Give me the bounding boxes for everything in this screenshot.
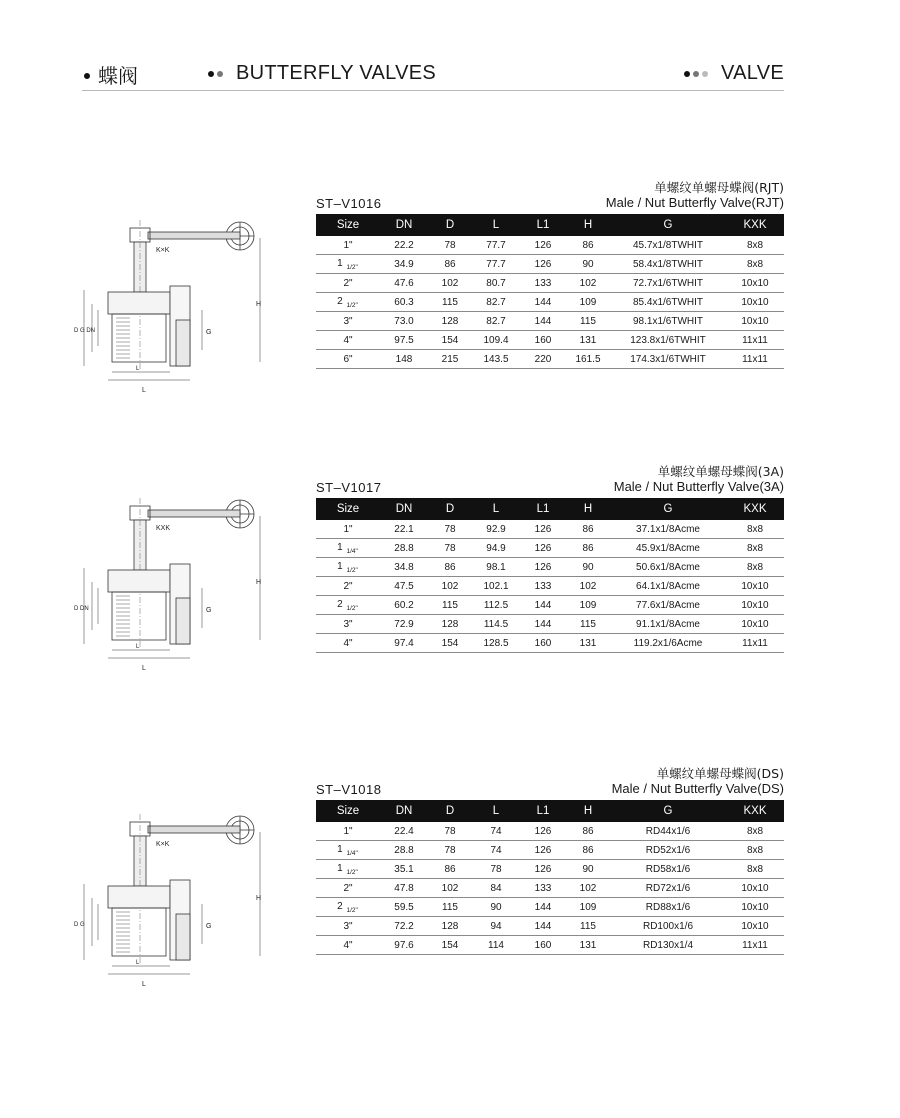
cell-d: 78 bbox=[428, 539, 472, 558]
cell-l: 78 bbox=[472, 860, 520, 879]
column-header: H bbox=[566, 214, 610, 236]
table-row bbox=[316, 255, 784, 274]
cell-l: 80.7 bbox=[472, 274, 520, 293]
cell-h: 90 bbox=[566, 860, 610, 879]
header-en bbox=[208, 60, 436, 87]
cell-l1: 133 bbox=[520, 577, 566, 596]
cell-d: 102 bbox=[428, 577, 472, 596]
table-row bbox=[316, 879, 784, 898]
column-header: H bbox=[566, 800, 610, 822]
column-header: L bbox=[472, 498, 520, 520]
cell-h: 86 bbox=[566, 539, 610, 558]
cell-size: 1" bbox=[316, 822, 380, 841]
valve-drawing-svg bbox=[72, 498, 282, 698]
cell-k: 10x10 bbox=[726, 577, 784, 596]
spec-table bbox=[316, 800, 784, 955]
model-number: ST–V1016 bbox=[316, 196, 382, 211]
drawing-dimension-label: L bbox=[136, 644, 140, 650]
table-row bbox=[316, 577, 784, 596]
cell-k: 8x8 bbox=[726, 822, 784, 841]
cell-d: 78 bbox=[428, 841, 472, 860]
cell-dn: 35.1 bbox=[380, 860, 428, 879]
cell-d: 115 bbox=[428, 898, 472, 917]
table-row bbox=[316, 520, 784, 539]
section-title-cn: 单螺纹单螺母蝶阀(DS) bbox=[656, 766, 784, 781]
column-header: L1 bbox=[520, 498, 566, 520]
cell-dn: 28.8 bbox=[380, 539, 428, 558]
cell-g: RD58x1/6 bbox=[610, 860, 726, 879]
cell-dn: 97.4 bbox=[380, 634, 428, 653]
column-header: L bbox=[472, 214, 520, 236]
cell-k: 10x10 bbox=[726, 879, 784, 898]
table-row bbox=[316, 898, 784, 917]
page-header bbox=[82, 58, 784, 91]
table-row bbox=[316, 860, 784, 879]
cell-l1: 133 bbox=[520, 274, 566, 293]
cell-d: 154 bbox=[428, 936, 472, 955]
cell-k: 8x8 bbox=[726, 236, 784, 255]
cell-k: 10x10 bbox=[726, 293, 784, 312]
drawing-dimension-label: L bbox=[142, 981, 146, 988]
section-title-en: Male / Nut Butterfly Valve(DS) bbox=[611, 781, 784, 796]
section-title-cn: 单螺纹单螺母蝶阀(RJT) bbox=[654, 180, 784, 195]
table-header-row bbox=[316, 800, 784, 822]
model-number: ST–V1017 bbox=[316, 480, 382, 495]
cell-g: 123.8x1/6TWHIT bbox=[610, 331, 726, 350]
cell-h: 109 bbox=[566, 293, 610, 312]
cell-dn: 60.3 bbox=[380, 293, 428, 312]
column-header: G bbox=[610, 498, 726, 520]
cell-g: RD44x1/6 bbox=[610, 822, 726, 841]
cell-h: 115 bbox=[566, 312, 610, 331]
cell-d: 215 bbox=[428, 350, 472, 369]
cell-l1: 126 bbox=[520, 841, 566, 860]
column-header: DN bbox=[380, 498, 428, 520]
cell-h: 102 bbox=[566, 274, 610, 293]
cell-size: 1 $_{1/4"}$ bbox=[316, 539, 380, 558]
cell-d: 154 bbox=[428, 331, 472, 350]
cell-size: 4" bbox=[316, 936, 380, 955]
table-row bbox=[316, 936, 784, 955]
cell-g: RD88x1/6 bbox=[610, 898, 726, 917]
cell-d: 154 bbox=[428, 634, 472, 653]
cell-l: 128.5 bbox=[472, 634, 520, 653]
valve-drawing-svg bbox=[72, 220, 282, 420]
cell-size: 2" bbox=[316, 274, 380, 293]
cell-h: 115 bbox=[566, 615, 610, 634]
cell-h: 86 bbox=[566, 841, 610, 860]
cell-g: 64.1x1/8Acme bbox=[610, 577, 726, 596]
cell-h: 86 bbox=[566, 520, 610, 539]
table-row bbox=[316, 539, 784, 558]
cell-d: 128 bbox=[428, 917, 472, 936]
drawing-dimension-label: K×K bbox=[156, 841, 170, 848]
cell-k: 8x8 bbox=[726, 860, 784, 879]
drawing-dimension-label: L bbox=[136, 960, 140, 966]
cell-k: 11x11 bbox=[726, 634, 784, 653]
cell-l1: 160 bbox=[520, 634, 566, 653]
table-row bbox=[316, 615, 784, 634]
column-header: Size bbox=[316, 214, 380, 236]
column-header: Size bbox=[316, 800, 380, 822]
cell-l1: 126 bbox=[520, 822, 566, 841]
spec-table bbox=[316, 498, 784, 653]
cell-size: 1" bbox=[316, 236, 380, 255]
column-header: G bbox=[610, 800, 726, 822]
drawing-dimension-label: G bbox=[206, 329, 212, 336]
cell-h: 86 bbox=[566, 822, 610, 841]
section-title-en: Male / Nut Butterfly Valve(3A) bbox=[613, 479, 784, 494]
cell-size: 4" bbox=[316, 634, 380, 653]
cell-g: 174.3x1/6TWHIT bbox=[610, 350, 726, 369]
drawing-dimension-label: G bbox=[206, 923, 212, 930]
cell-d: 128 bbox=[428, 615, 472, 634]
valve-drawing bbox=[72, 814, 282, 1014]
cell-dn: 148 bbox=[380, 350, 428, 369]
cell-size: 2 $_{1/2"}$ bbox=[316, 293, 380, 312]
header-category bbox=[684, 60, 784, 87]
cell-k: 10x10 bbox=[726, 615, 784, 634]
cell-dn: 59.5 bbox=[380, 898, 428, 917]
cell-g: RD72x1/6 bbox=[610, 879, 726, 898]
column-header: KXK bbox=[726, 214, 784, 236]
cell-d: 78 bbox=[428, 822, 472, 841]
cell-size: 1 $_{1/2"}$ bbox=[316, 860, 380, 879]
drawing-dimension-label: H bbox=[256, 579, 262, 586]
table-header-row bbox=[316, 498, 784, 520]
column-header: KXK bbox=[726, 498, 784, 520]
cell-h: 109 bbox=[566, 596, 610, 615]
table-row bbox=[316, 236, 784, 255]
cell-h: 131 bbox=[566, 331, 610, 350]
drawing-dimension-label: H bbox=[256, 895, 262, 902]
cell-size: 3" bbox=[316, 312, 380, 331]
cell-dn: 97.5 bbox=[380, 331, 428, 350]
cell-size: 3" bbox=[316, 917, 380, 936]
model-number: ST–V1018 bbox=[316, 782, 382, 797]
cell-g: 77.6x1/8Acme bbox=[610, 596, 726, 615]
column-header: KXK bbox=[726, 800, 784, 822]
cell-l1: 160 bbox=[520, 331, 566, 350]
cell-d: 86 bbox=[428, 558, 472, 577]
cell-l: 77.7 bbox=[472, 255, 520, 274]
header-cn bbox=[82, 60, 138, 89]
cell-l1: 144 bbox=[520, 312, 566, 331]
cell-d: 115 bbox=[428, 596, 472, 615]
cell-k: 10x10 bbox=[726, 917, 784, 936]
cell-k: 10x10 bbox=[726, 898, 784, 917]
cell-dn: 28.8 bbox=[380, 841, 428, 860]
dots-icon bbox=[208, 60, 226, 83]
cell-g: 119.2x1/6Acme bbox=[610, 634, 726, 653]
cell-g: RD52x1/6 bbox=[610, 841, 726, 860]
cell-size: 3" bbox=[316, 615, 380, 634]
header-cn-title: 蝶阀 bbox=[98, 64, 138, 88]
cell-l: 114.5 bbox=[472, 615, 520, 634]
column-header: L1 bbox=[520, 214, 566, 236]
cell-k: 8x8 bbox=[726, 841, 784, 860]
cell-dn: 34.8 bbox=[380, 558, 428, 577]
cell-d: 102 bbox=[428, 274, 472, 293]
cell-size: 1 $_{1/4"}$ bbox=[316, 841, 380, 860]
cell-h: 115 bbox=[566, 917, 610, 936]
cell-l1: 126 bbox=[520, 255, 566, 274]
cell-l: 82.7 bbox=[472, 312, 520, 331]
column-header: L1 bbox=[520, 800, 566, 822]
column-header: H bbox=[566, 498, 610, 520]
table-row bbox=[316, 331, 784, 350]
cell-l1: 126 bbox=[520, 539, 566, 558]
cell-l1: 126 bbox=[520, 860, 566, 879]
table-row bbox=[316, 822, 784, 841]
cell-dn: 47.5 bbox=[380, 577, 428, 596]
cell-size: 1 $_{1/2"}$ bbox=[316, 255, 380, 274]
cell-g: 85.4x1/6TWHIT bbox=[610, 293, 726, 312]
drawing-dimension-label: K×K bbox=[156, 247, 170, 254]
table-row bbox=[316, 274, 784, 293]
cell-l: 90 bbox=[472, 898, 520, 917]
cell-dn: 72.9 bbox=[380, 615, 428, 634]
cell-h: 161.5 bbox=[566, 350, 610, 369]
drawing-dimension-label: KXK bbox=[156, 525, 171, 532]
table-row bbox=[316, 312, 784, 331]
cell-l: 94.9 bbox=[472, 539, 520, 558]
column-header: DN bbox=[380, 214, 428, 236]
drawing-dimension-label: D G bbox=[74, 922, 85, 928]
drawing-dimension-label: G bbox=[206, 607, 212, 614]
column-header: DN bbox=[380, 800, 428, 822]
cell-l1: 126 bbox=[520, 558, 566, 577]
cell-l: 92.9 bbox=[472, 520, 520, 539]
cell-d: 78 bbox=[428, 520, 472, 539]
cell-d: 128 bbox=[428, 312, 472, 331]
table-row bbox=[316, 293, 784, 312]
cell-l1: 220 bbox=[520, 350, 566, 369]
column-header: Size bbox=[316, 498, 380, 520]
cell-dn: 97.6 bbox=[380, 936, 428, 955]
cell-dn: 47.6 bbox=[380, 274, 428, 293]
table-row bbox=[316, 917, 784, 936]
cell-dn: 60.2 bbox=[380, 596, 428, 615]
cell-size: 2 $_{1/2"}$ bbox=[316, 898, 380, 917]
cell-l: 77.7 bbox=[472, 236, 520, 255]
cell-k: 8x8 bbox=[726, 520, 784, 539]
drawing-dimension-label: L bbox=[136, 366, 140, 372]
column-header: D bbox=[428, 800, 472, 822]
cell-dn: 22.1 bbox=[380, 520, 428, 539]
cell-g: RD100x1/6 bbox=[610, 917, 726, 936]
cell-l1: 144 bbox=[520, 917, 566, 936]
cell-d: 86 bbox=[428, 255, 472, 274]
valve-drawing bbox=[72, 220, 282, 420]
cell-d: 86 bbox=[428, 860, 472, 879]
valve-drawing bbox=[72, 498, 282, 698]
column-header: D bbox=[428, 498, 472, 520]
cell-l1: 144 bbox=[520, 596, 566, 615]
cell-d: 102 bbox=[428, 879, 472, 898]
drawing-dimension-label: L bbox=[142, 387, 146, 394]
cell-h: 131 bbox=[566, 936, 610, 955]
cell-size: 2" bbox=[316, 577, 380, 596]
cell-l: 82.7 bbox=[472, 293, 520, 312]
cell-l1: 126 bbox=[520, 236, 566, 255]
cell-l1: 144 bbox=[520, 293, 566, 312]
valve-drawing-svg bbox=[72, 814, 282, 1014]
header-category-label: VALVE bbox=[720, 61, 784, 84]
cell-l: 112.5 bbox=[472, 596, 520, 615]
cell-k: 10x10 bbox=[726, 274, 784, 293]
cell-dn: 22.4 bbox=[380, 822, 428, 841]
table-row bbox=[316, 350, 784, 369]
cell-l: 102.1 bbox=[472, 577, 520, 596]
table-row bbox=[316, 841, 784, 860]
cell-l: 98.1 bbox=[472, 558, 520, 577]
cell-g: 72.7x1/6TWHIT bbox=[610, 274, 726, 293]
cell-l1: 144 bbox=[520, 615, 566, 634]
cell-k: 10x10 bbox=[726, 596, 784, 615]
cell-k: 11x11 bbox=[726, 350, 784, 369]
drawing-dimension-label: L bbox=[142, 665, 146, 672]
table-row bbox=[316, 634, 784, 653]
cell-l1: 160 bbox=[520, 936, 566, 955]
cell-l: 114 bbox=[472, 936, 520, 955]
cell-l1: 144 bbox=[520, 898, 566, 917]
table-row bbox=[316, 596, 784, 615]
drawing-dimension-label: D DN bbox=[74, 606, 89, 612]
cell-dn: 22.2 bbox=[380, 236, 428, 255]
cell-l1: 126 bbox=[520, 520, 566, 539]
spec-table bbox=[316, 214, 784, 369]
cell-size: 1" bbox=[316, 520, 380, 539]
drawing-dimension-label: D G DN bbox=[74, 328, 95, 334]
cell-size: 4" bbox=[316, 331, 380, 350]
cell-h: 90 bbox=[566, 255, 610, 274]
cell-l: 74 bbox=[472, 841, 520, 860]
cell-g: 50.6x1/8Acme bbox=[610, 558, 726, 577]
cell-d: 115 bbox=[428, 293, 472, 312]
cell-k: 8x8 bbox=[726, 558, 784, 577]
cell-d: 78 bbox=[428, 236, 472, 255]
cell-k: 8x8 bbox=[726, 539, 784, 558]
section-title-cn: 单螺纹单螺母蝶阀(3A) bbox=[657, 464, 784, 479]
dots-icon bbox=[684, 60, 711, 83]
cell-dn: 72.2 bbox=[380, 917, 428, 936]
cell-dn: 47.8 bbox=[380, 879, 428, 898]
cell-size: 6" bbox=[316, 350, 380, 369]
column-header: D bbox=[428, 214, 472, 236]
cell-g: 37.1x1/8Acme bbox=[610, 520, 726, 539]
column-header: L bbox=[472, 800, 520, 822]
drawing-dimension-label: H bbox=[256, 301, 262, 308]
cell-dn: 73.0 bbox=[380, 312, 428, 331]
cell-h: 90 bbox=[566, 558, 610, 577]
cell-size: 2 $_{1/2"}$ bbox=[316, 596, 380, 615]
table-row bbox=[316, 558, 784, 577]
cell-g: 58.4x1/8TWHIT bbox=[610, 255, 726, 274]
cell-l: 143.5 bbox=[472, 350, 520, 369]
cell-size: 2" bbox=[316, 879, 380, 898]
table-header-row bbox=[316, 214, 784, 236]
cell-l1: 133 bbox=[520, 879, 566, 898]
cell-k: 11x11 bbox=[726, 936, 784, 955]
cell-h: 131 bbox=[566, 634, 610, 653]
cell-k: 10x10 bbox=[726, 312, 784, 331]
cell-h: 109 bbox=[566, 898, 610, 917]
cell-l: 74 bbox=[472, 822, 520, 841]
cell-g: 45.9x1/8Acme bbox=[610, 539, 726, 558]
cell-size: 1 $_{1/2"}$ bbox=[316, 558, 380, 577]
cell-h: 102 bbox=[566, 577, 610, 596]
bullet-icon bbox=[84, 73, 90, 79]
cell-dn: 34.9 bbox=[380, 255, 428, 274]
header-en-title: BUTTERFLY VALVES bbox=[236, 61, 437, 84]
cell-h: 102 bbox=[566, 879, 610, 898]
cell-g: 91.1x1/8Acme bbox=[610, 615, 726, 634]
cell-g: 98.1x1/6TWHIT bbox=[610, 312, 726, 331]
cell-k: 11x11 bbox=[726, 331, 784, 350]
cell-g: RD130x1/4 bbox=[610, 936, 726, 955]
column-header: G bbox=[610, 214, 726, 236]
cell-h: 86 bbox=[566, 236, 610, 255]
cell-k: 8x8 bbox=[726, 255, 784, 274]
cell-l: 94 bbox=[472, 917, 520, 936]
section-title-en: Male / Nut Butterfly Valve(RJT) bbox=[605, 195, 784, 210]
cell-l: 109.4 bbox=[472, 331, 520, 350]
cell-g: 45.7x1/8TWHIT bbox=[610, 236, 726, 255]
cell-l: 84 bbox=[472, 879, 520, 898]
